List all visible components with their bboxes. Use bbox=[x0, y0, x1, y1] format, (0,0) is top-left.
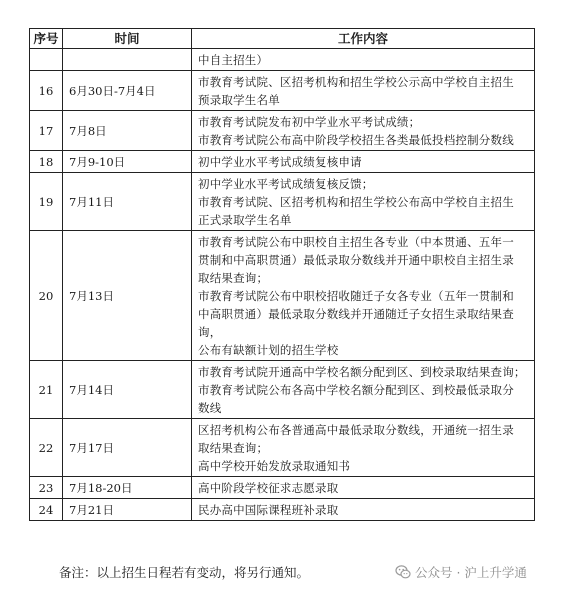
content-line: 市教育考试院开通高中学校名额分配到区、到校录取结果查询； bbox=[198, 365, 526, 379]
table-row bbox=[30, 111, 535, 151]
row-time: 7月21日 bbox=[63, 499, 192, 521]
row-content bbox=[192, 111, 535, 151]
table-row bbox=[30, 173, 535, 231]
content-line: 取结果查询； bbox=[198, 441, 269, 455]
content-line: 市教育考试院公布中职校自主招生各专业（中本贯通、五年一 bbox=[198, 235, 514, 249]
watermark-text: 公众号 · 沪上升学通 bbox=[415, 565, 527, 580]
table-row bbox=[30, 71, 535, 111]
table-row bbox=[30, 477, 535, 499]
table-row bbox=[30, 419, 535, 477]
table-row bbox=[30, 231, 535, 361]
row-seq bbox=[30, 49, 63, 71]
content-line: 高中阶段学校征求志愿录取 bbox=[198, 481, 339, 495]
row-content bbox=[192, 361, 535, 419]
content-line: 区招考机构公布各普通高中最低录取分数线，开通统一招生录 bbox=[198, 423, 514, 437]
header-content: 工作内容 bbox=[192, 29, 535, 49]
content-line: 民办高中国际课程班补录取 bbox=[198, 503, 339, 517]
header-time: 时间 bbox=[63, 29, 192, 49]
row-seq: 21 bbox=[30, 361, 63, 419]
row-time: 6月30日-7月4日 bbox=[63, 71, 192, 111]
content-line: 中高职贯通）最低录取分数线并开通随迁子女招生录取结果查询， bbox=[198, 307, 514, 339]
row-seq: 16 bbox=[30, 71, 63, 111]
content-line: 预录取学生名单 bbox=[198, 93, 280, 107]
content-line: 市教育考试院公布中职校招收随迁子女各专业（五年一贯制和 bbox=[198, 289, 514, 303]
table-header-row bbox=[30, 29, 535, 49]
row-time: 7月14日 bbox=[63, 361, 192, 419]
row-seq: 23 bbox=[30, 477, 63, 499]
row-content bbox=[192, 49, 535, 71]
table-row bbox=[30, 151, 535, 173]
content-line: 公布有缺额计划的招生学校 bbox=[198, 343, 339, 357]
row-seq: 18 bbox=[30, 151, 63, 173]
row-content bbox=[192, 151, 535, 173]
row-seq: 22 bbox=[30, 419, 63, 477]
content-line: 市教育考试院公布高中阶段学校招生各类最低投档控制分数线 bbox=[198, 133, 514, 147]
content-line: 正式录取学生名单 bbox=[198, 213, 292, 227]
row-seq: 20 bbox=[30, 231, 63, 361]
table-row bbox=[30, 49, 535, 71]
row-content bbox=[192, 173, 535, 231]
row-time: 7月17日 bbox=[63, 419, 192, 477]
content-line: 中自主招生） bbox=[198, 53, 269, 67]
row-content bbox=[192, 477, 535, 499]
content-line: 数线 bbox=[198, 401, 222, 415]
row-time: 7月18-20日 bbox=[63, 477, 192, 499]
row-time: 7月11日 bbox=[63, 173, 192, 231]
schedule-table bbox=[29, 28, 535, 521]
wechat-icon bbox=[395, 564, 411, 580]
content-line: 初中学业水平考试成绩复核反馈； bbox=[198, 177, 374, 191]
content-line: 贯制和中高职贯通）最低录取分数线并开通中职校自主招生录 bbox=[198, 253, 514, 267]
content-line: 市教育考试院、区招考机构和招生学校公布高中学校自主招生 bbox=[198, 195, 514, 209]
content-line: 市教育考试院发布初中学业水平考试成绩； bbox=[198, 115, 421, 129]
row-seq: 24 bbox=[30, 499, 63, 521]
header-seq: 序号 bbox=[30, 29, 63, 49]
content-line: 初中学业水平考试成绩复核申请 bbox=[198, 155, 362, 169]
content-line: 市教育考试院、区招考机构和招生学校公示高中学校自主招生 bbox=[198, 75, 514, 89]
row-time bbox=[63, 49, 192, 71]
table-row bbox=[30, 499, 535, 521]
table-row bbox=[30, 361, 535, 419]
row-time: 7月9-10日 bbox=[63, 151, 192, 173]
row-time: 7月8日 bbox=[63, 111, 192, 151]
footer-note: 备注：以上招生日程若有变动，将另行通知。 bbox=[59, 565, 310, 580]
row-time: 7月13日 bbox=[63, 231, 192, 361]
content-line: 市教育考试院公布各高中学校名额分配到区、到校最低录取分 bbox=[198, 383, 514, 397]
content-line: 高中学校开始发放录取通知书 bbox=[198, 459, 351, 473]
row-content bbox=[192, 231, 535, 361]
row-content bbox=[192, 419, 535, 477]
row-content bbox=[192, 71, 535, 111]
watermark bbox=[395, 563, 527, 581]
row-seq: 19 bbox=[30, 173, 63, 231]
row-content bbox=[192, 499, 535, 521]
row-seq: 17 bbox=[30, 111, 63, 151]
content-line: 取结果查询； bbox=[198, 271, 269, 285]
